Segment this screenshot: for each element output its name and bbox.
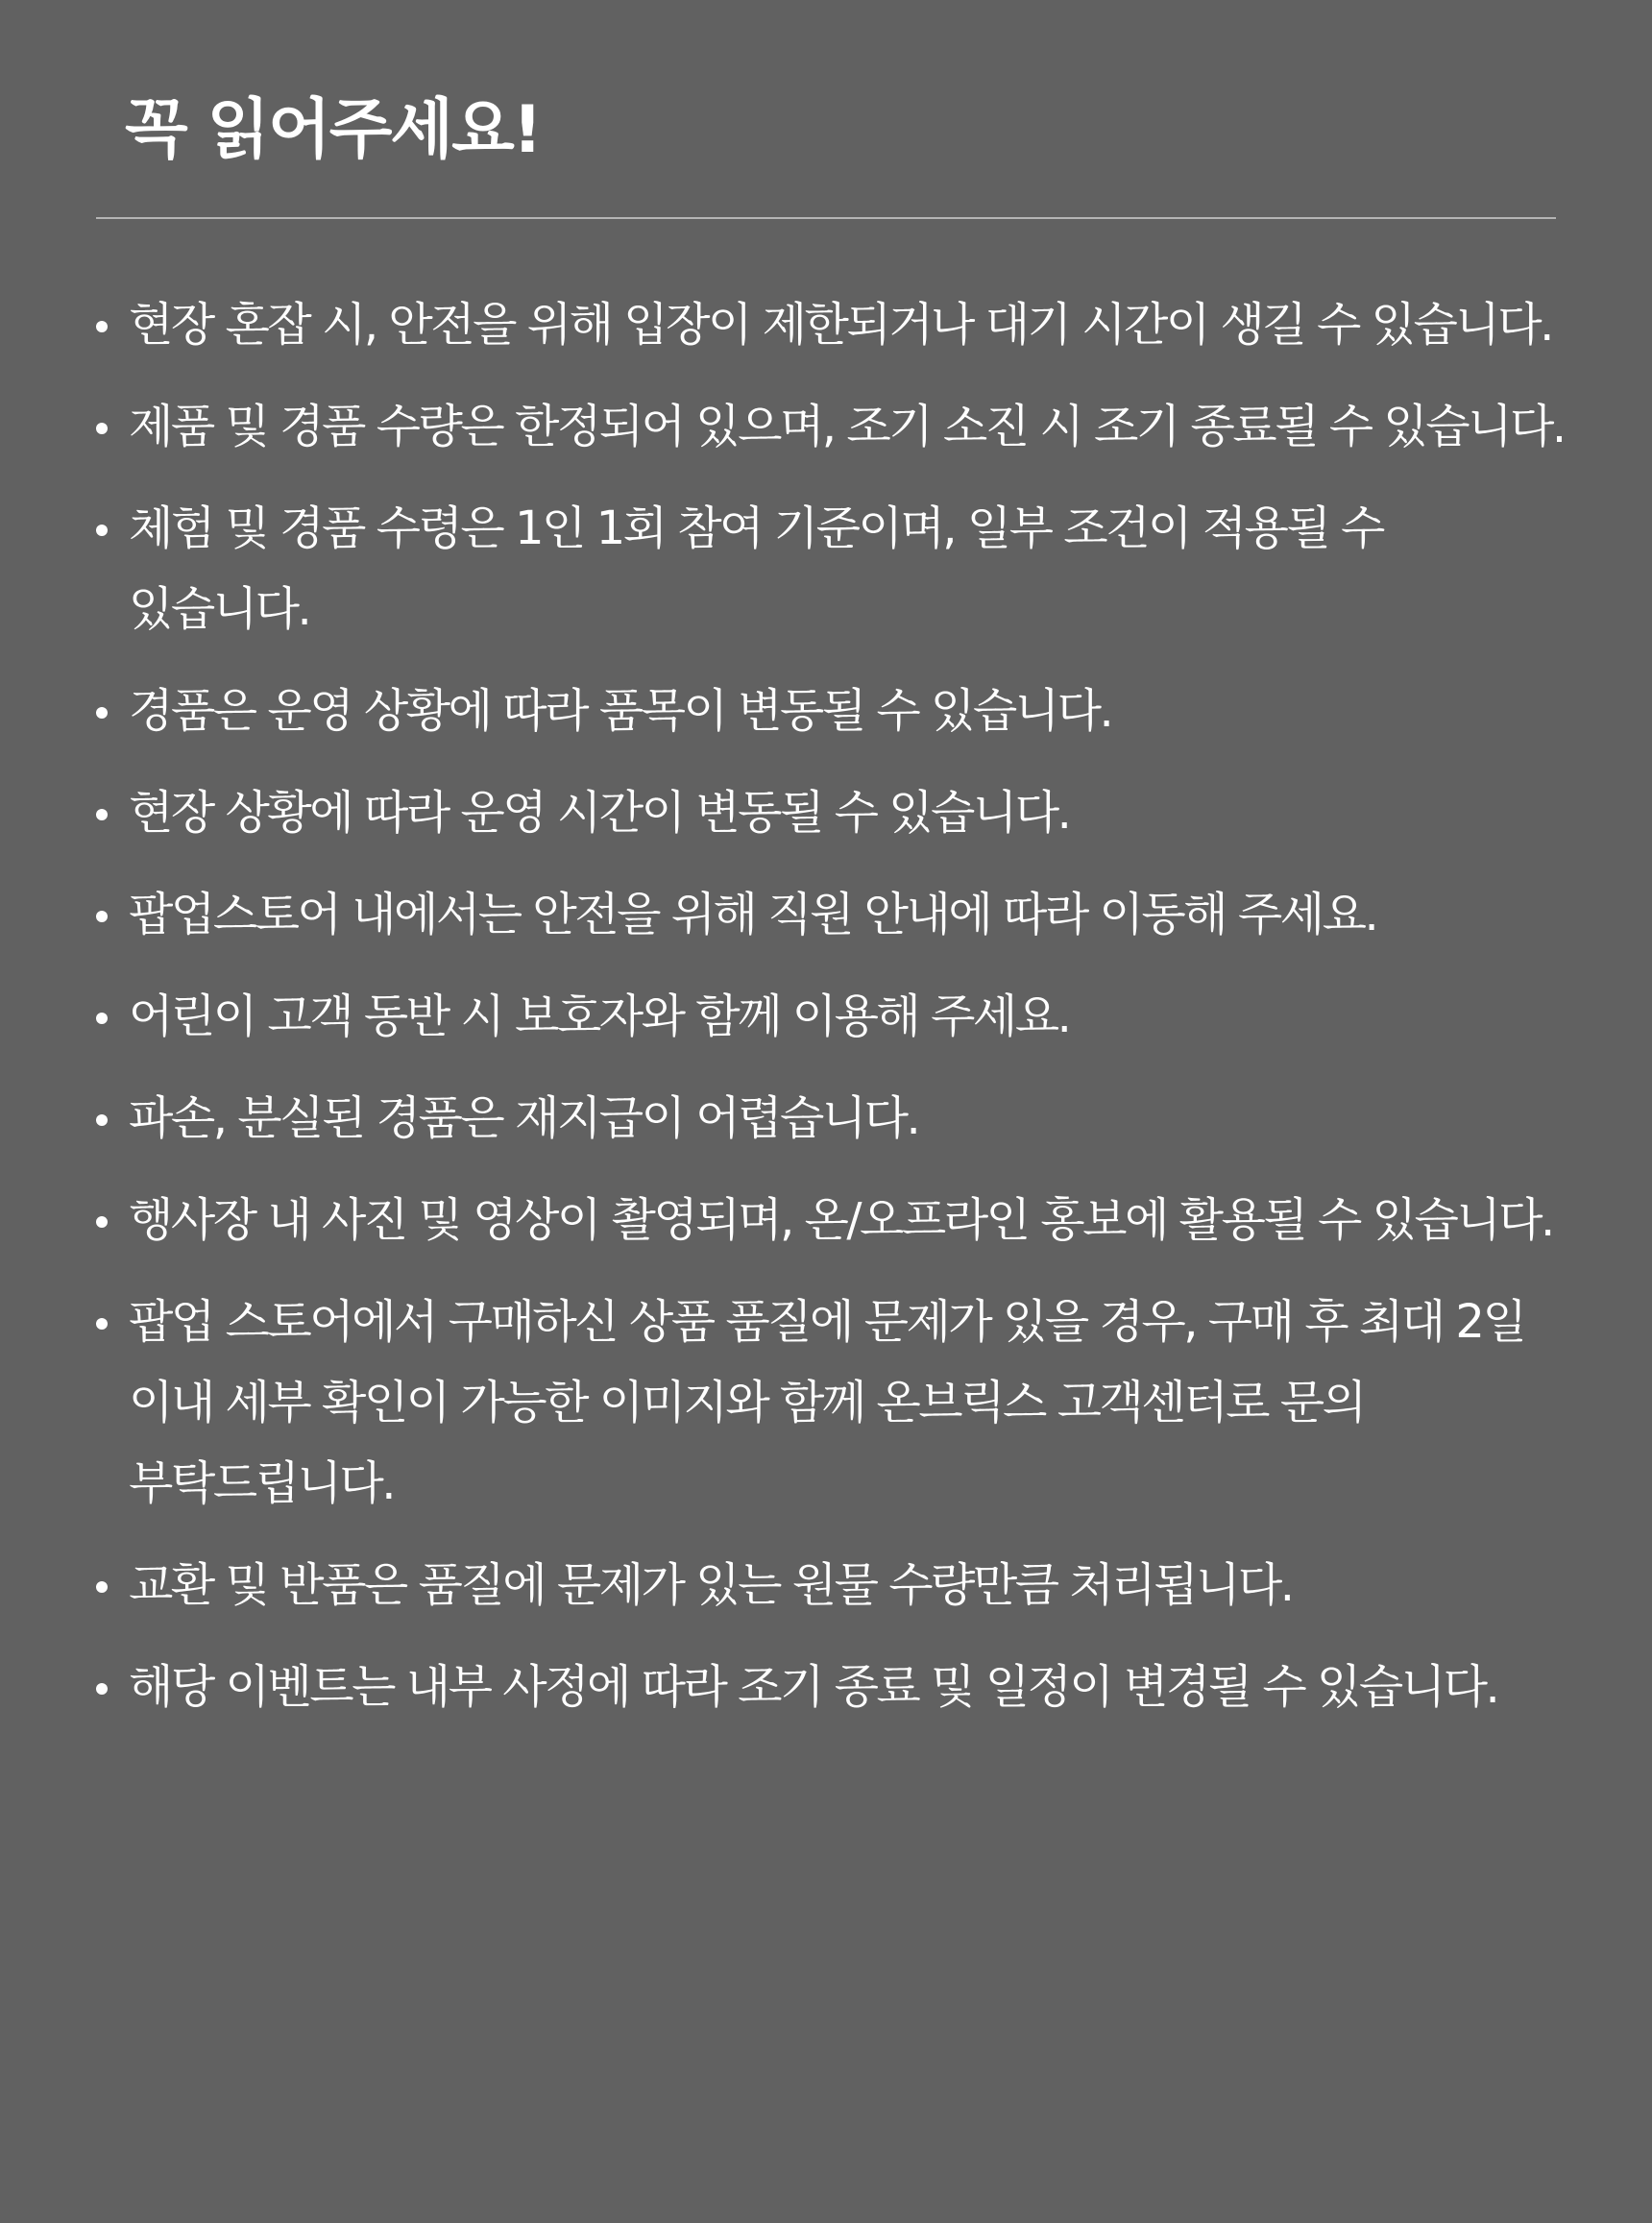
notice-item-text: 제품 및 경품 수량은 한정되어 있으며, 조기 소진 시 조기 종료될 수 있습니다. bbox=[129, 400, 1565, 453]
title-divider bbox=[96, 217, 1556, 219]
notice-item-9 bbox=[92, 1180, 1571, 1260]
bullet-icon bbox=[96, 423, 108, 434]
notice-item-10 bbox=[92, 1282, 1571, 1524]
notice-item-2 bbox=[92, 386, 1571, 467]
bullet-icon bbox=[96, 1013, 108, 1024]
bullet-icon bbox=[96, 1581, 108, 1593]
notice-item-text: 현장 상황에 따라 운영 시간이 변동될 수 있습니다. bbox=[129, 786, 1070, 840]
notice-item-text: 팝업 스토어에서 구매하신 상품 품질에 문제가 있을 경우, 구매 후 최대 2일 이내 세부 확인이 가능한 이미지와 함께 온브릭스 고객센터로 문의 부탁드립니다. bbox=[129, 1295, 1525, 1510]
bullet-icon bbox=[96, 321, 108, 332]
bullet-icon bbox=[96, 1216, 108, 1228]
notice-item-text: 현장 혼잡 시, 안전을 위해 입장이 제한되거나 대기 시간이 생길 수 있습니다. bbox=[129, 298, 1552, 352]
notice-item-8 bbox=[92, 1078, 1571, 1159]
notice-item-text: 행사장 내 사진 및 영상이 촬영되며, 온/오프라인 홍보에 활용될 수 있습니다. bbox=[129, 1193, 1553, 1247]
notice-item-7 bbox=[92, 976, 1571, 1057]
bullet-icon bbox=[96, 911, 108, 922]
notice-item-11 bbox=[92, 1545, 1571, 1625]
notice-item-text: 교환 및 반품은 품질에 문제가 있는 원물 수량만큼 처리됩니다. bbox=[129, 1558, 1293, 1612]
bullet-icon bbox=[96, 1114, 108, 1126]
notice-item-4 bbox=[92, 671, 1571, 751]
bullet-icon bbox=[96, 1318, 108, 1330]
notice-item-12 bbox=[92, 1647, 1571, 1727]
notice-item-text: 해당 이벤트는 내부 사정에 따라 조기 종료 및 일정이 변경될 수 있습니다. bbox=[129, 1660, 1498, 1714]
bullet-icon bbox=[96, 707, 108, 719]
notice-item-3 bbox=[92, 488, 1571, 649]
notice-title: 꼭 읽어주세요! bbox=[125, 92, 541, 168]
notice-item-text: 파손, 분실된 경품은 재지급이 어렵습니다. bbox=[129, 1091, 919, 1145]
bullet-icon bbox=[96, 1683, 108, 1695]
notice-item-text: 체험 및 경품 수령은 1인 1회 참여 기준이며, 일부 조건이 적용될 수 있습니다. bbox=[129, 501, 1383, 636]
bullet-icon bbox=[96, 809, 108, 820]
notice-list bbox=[92, 284, 1571, 1748]
notice-item-6 bbox=[92, 874, 1571, 955]
notice-item-text: 어린이 고객 동반 시 보호자와 함께 이용해 주세요. bbox=[129, 989, 1070, 1043]
notice-item-text: 팝업스토어 내에서는 안전을 위해 직원 안내에 따라 이동해 주세요. bbox=[129, 888, 1377, 941]
bullet-icon bbox=[96, 525, 108, 536]
notice-item-5 bbox=[92, 772, 1571, 853]
notice-item-1 bbox=[92, 284, 1571, 365]
notice-item-text: 경품은 운영 상황에 따라 품목이 변동될 수 있습니다. bbox=[129, 684, 1112, 738]
